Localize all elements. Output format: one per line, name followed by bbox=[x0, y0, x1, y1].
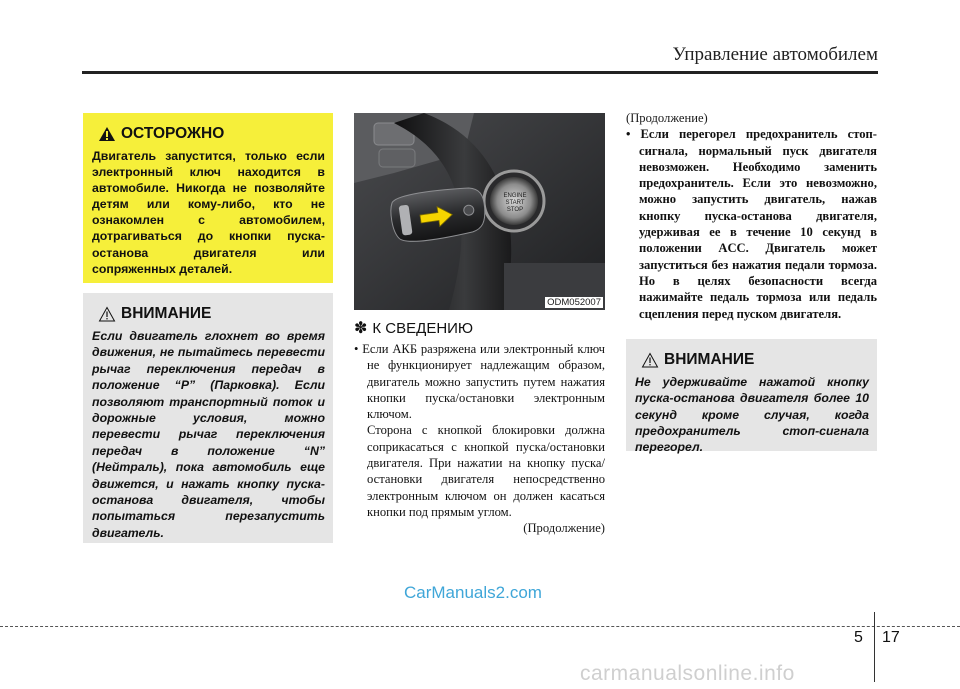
caution-title: ОСТОРОЖНО bbox=[121, 125, 225, 142]
info-heading bbox=[354, 318, 605, 338]
engine-label: ENGINE bbox=[503, 193, 527, 199]
smart-key-photo bbox=[354, 113, 605, 310]
notice-triangle-icon bbox=[641, 352, 659, 368]
page-header-title: Управление автомобилем bbox=[672, 44, 878, 65]
bullet-mark: • bbox=[626, 127, 631, 142]
continued-label: (Продолжение) bbox=[523, 521, 605, 536]
right-column bbox=[626, 110, 877, 455]
notice-box bbox=[83, 293, 333, 543]
caution-text: Двигатель запустится, только если электронный ключ находится в автомобиле. Никогда не позволяйте детям или кому-либо, кто не ознакомлен с автомобилем, дотрагиваться до кнопки пуска-останова двигателя или сопряженных деталей. bbox=[92, 149, 325, 276]
photo-code: ODM052007 bbox=[547, 297, 601, 308]
page-number-divider bbox=[874, 612, 875, 682]
info-title: К СВЕДЕНИЮ bbox=[372, 319, 474, 337]
footer-rule bbox=[0, 626, 960, 627]
section-number: 5 bbox=[854, 629, 863, 646]
continued-top-label: (Продолжение) bbox=[626, 111, 708, 125]
notice-triangle-icon bbox=[98, 306, 116, 322]
notice-title: ВНИМАНИЕ bbox=[121, 305, 212, 322]
caution-box bbox=[83, 113, 333, 283]
stop-label: STOP bbox=[506, 207, 524, 213]
info-star-icon: ✽ bbox=[354, 320, 368, 337]
notice-2-title: ВНИМАНИЕ bbox=[664, 350, 755, 368]
header-rule bbox=[82, 71, 878, 74]
footer-watermark: carmanualsonline.info bbox=[580, 662, 795, 685]
notice-text: Если двигатель глохнет во время движения, не пытайтесь перевести рычаг переключения передач в положение “P” (Парковка). Если позволяют транспортный поток и дорожные условия, можно перевести рычаг переключения передач в положение “N” (Нейтраль), пока автомобиль еще движется, и нажать кнопку пуска-останова двигателя, чтобы попытаться перезапустить двигатель. bbox=[92, 329, 325, 540]
fuse-paragraph: • Если перегорел предохранитель стоп-сигнала, нормальный пуск двигателя невозможен. Необходимо заменить предохранитель. Если это невозможно, можно запустить двигатель, нажав кнопку пуска-останова двигателя, удерживая ее в течение 10 секунд в положении ACC. Двигатель может запуститься без нажатия педали тормоза. Но в целях безопасности всегда нажимайте педаль тормоза или педаль сцепления перед пуском двигателя. bbox=[626, 127, 877, 321]
warning-triangle-icon bbox=[98, 126, 116, 142]
bullet-mark: • bbox=[354, 342, 359, 356]
smart-key-illustration bbox=[354, 113, 605, 310]
notice-box-2 bbox=[626, 339, 877, 455]
page-number: 17 bbox=[882, 629, 900, 646]
start-label: START bbox=[505, 200, 525, 206]
left-column bbox=[83, 113, 333, 543]
notice-2-text: Не удерживайте нажатой кнопку пуска-останова двигателя более 10 секунд кроме случая, когда предохранитель стоп-сигнала перегорел. bbox=[635, 374, 869, 455]
info-paragraph-1: • Если АКБ разряжена или электронный ключ не функционирует надлежащим образом, двигатель можно запустить путем нажатия кнопки пуска/остановки электронным ключом. bbox=[354, 342, 605, 422]
middle-column bbox=[354, 318, 605, 536]
carmanuals-watermark-link[interactable]: CarManuals2.com bbox=[404, 583, 542, 602]
info-paragraph-2: Сторона с кнопкой блокировки должна соприкасаться с кнопкой пуска/остановки двигателя. При нажатии на кнопку пуска/остановки двигателя непосредственно электронным ключом он должен касаться кнопки под прямым углом. bbox=[367, 423, 605, 519]
